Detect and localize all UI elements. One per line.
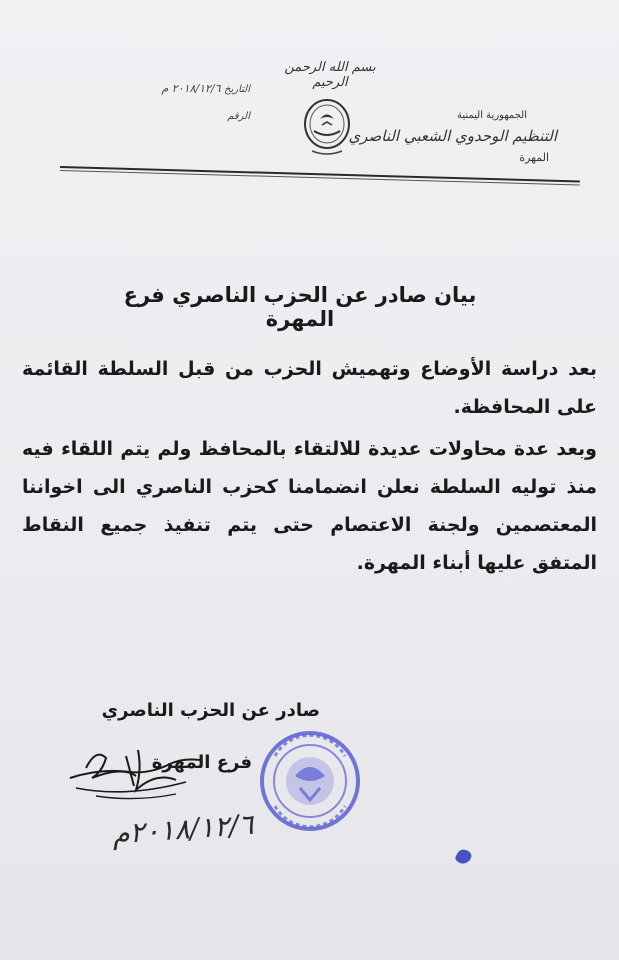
official-stamp-icon (255, 726, 365, 836)
statement-body (22, 350, 597, 582)
ref-label: الرقم (227, 111, 250, 122)
date-label: التاريخ (224, 84, 250, 95)
statement-paragraph-2: وبعد عدة محاولات عديدة للالتقاء بالمحافظ ولم يتم اللقاء فيه منذ توليه السلطة نعلن انضمامنا كحزب الناصري الى اخواننا المعتصمين ولجنة الاعتصام حتى يتم تنفيذ جميع النقاط المتفق عليها أبناء المهرة. (22, 438, 597, 574)
date-value: ٢٠١٨/١٢/٦ م (161, 82, 221, 95)
issuer-line: صادر عن الحزب الناصري (101, 700, 320, 721)
date-row (80, 82, 250, 95)
handwritten-signature-icon (66, 738, 206, 808)
unit-name: المهرة (519, 151, 549, 164)
country-name: الجمهورية اليمنية (456, 110, 527, 121)
ink-blot-icon (452, 846, 474, 866)
statement-paragraph-1: بعد دراسة الأوضاع وتهميش الحزب من قبل السلطة القائمة على المحافظة. (22, 358, 597, 418)
party-emblem-icon (300, 97, 354, 159)
letterhead-left (80, 82, 250, 136)
statement-title: بيان صادر عن الحزب الناصري فرع المهرة (123, 283, 477, 331)
handwritten-date: ٢٠١٨/١٢/٦م (111, 807, 255, 851)
letterhead-right (348, 110, 557, 164)
organization-name: التنظيم الوحدوي الشعبي الناصري (348, 127, 557, 145)
header-divider (60, 166, 580, 183)
branch-line: فرع المهرة (151, 752, 252, 773)
basmala: بسم الله الرحمن الرحيم (284, 60, 376, 90)
ref-row (80, 109, 250, 122)
